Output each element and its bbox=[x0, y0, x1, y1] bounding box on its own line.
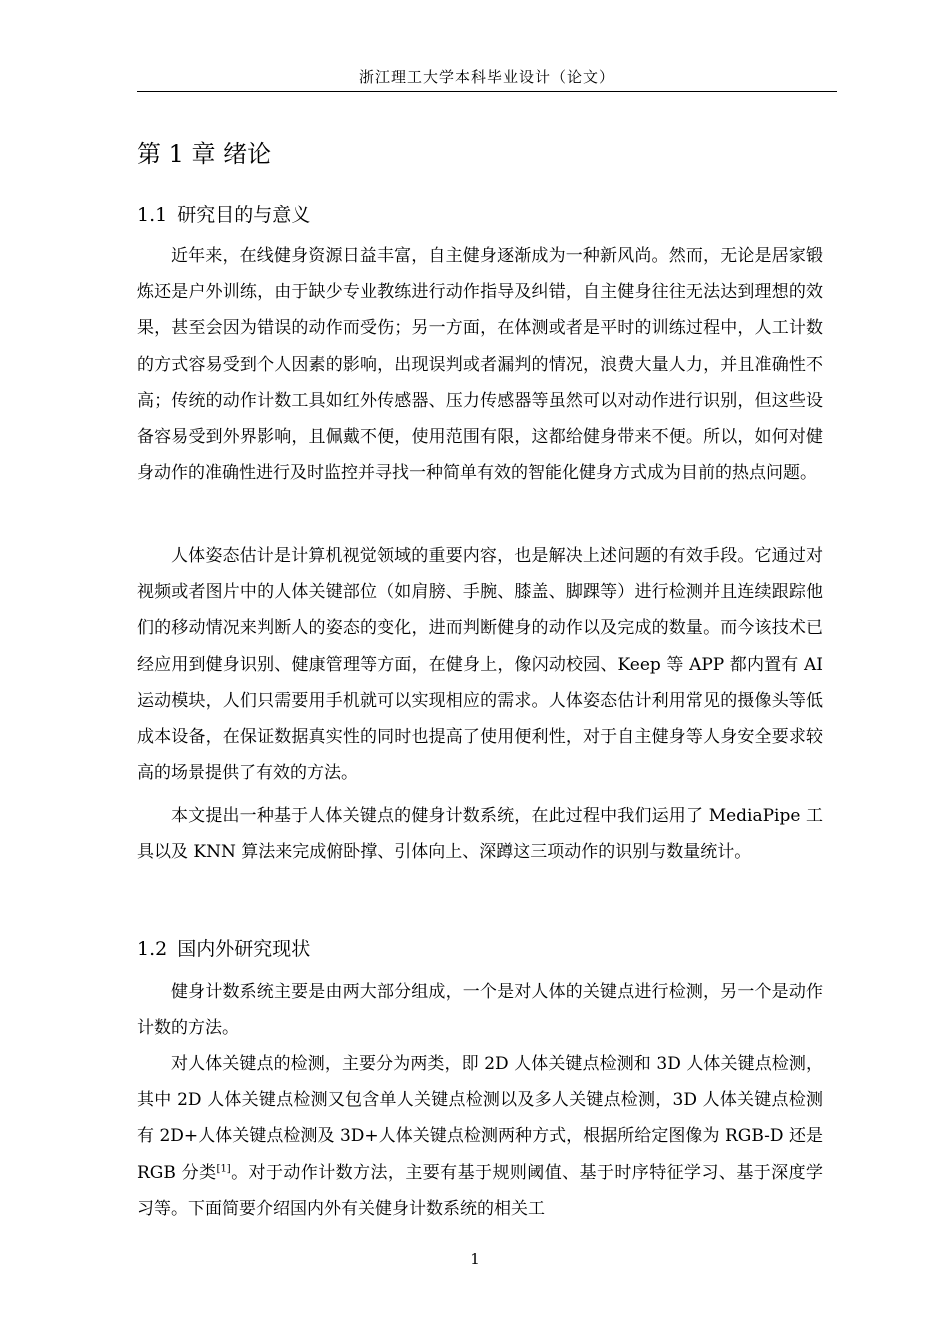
paragraph-5-text: 对人体关键点的检测，主要分为两类，即 2D 人体关键点检测和 3D 人体关键点检测，其中 2D 人体关键点检测又包含单人关键点检测以及多人关键点检测，3D 人体关键点检测有 2D+人体关键点检测及 3D+人体关键点检测两种方式，根据所给定图像为 RGB-D 还是 RGB 分类 bbox=[137, 1054, 823, 1183]
paragraph-4: 健身计数系统主要是由两大部分组成，一个是对人体的关键点进行检测，另一个是动作计数的方法。 bbox=[137, 982, 823, 1039]
section-number: 1.2 bbox=[137, 938, 168, 960]
paragraph-5-text-cont: 。对于动作计数方法，主要有基于规则阈值、基于时序特征学习、基于深度学习等。下面简要介绍国内外有关健身计数系统的相关工 bbox=[137, 1162, 824, 1219]
running-header: 浙江理工大学本科毕业设计（论文） bbox=[358, 68, 615, 86]
section-heading-1-2 bbox=[137, 934, 310, 961]
paragraph-1: 近年来，在线健身资源日益丰富，自主健身逐渐成为一种新风尚。然而，无论是居家锻炼还是户外训练，由于缺少专业教练进行动作指导及纠错，自主健身往往无法达到理想的效果，甚至会因为错误的动作而受伤；另一方面，在体测或者是平时的训练过程中，人工计数的方式容易受到个人因素的影响，出现误判或者漏判的情况，浪费大量人力，并且准确性不高；传统的动作计数工具如红外传感器、压力传感器等虽然可以对动作进行识别，但这些设备容易受到外界影响，且佩戴不便，使用范围有限，这都给健身带来不便。所以，如何对健身动作的准确性进行及时监控并寻找一种简单有效的智能化健身方式成为目前的热点问题。 bbox=[137, 246, 823, 484]
citation-ref: [1] bbox=[216, 1162, 231, 1174]
section-number: 1.1 bbox=[137, 204, 168, 226]
chapter-title: 第 1 章 绪论 bbox=[137, 140, 272, 168]
section-title: 国内外研究现状 bbox=[177, 938, 311, 960]
paragraph-5 bbox=[137, 1046, 823, 1227]
section-title: 研究目的与意义 bbox=[177, 204, 311, 226]
section-heading-1-1 bbox=[137, 200, 310, 227]
page-number: 1 bbox=[470, 1250, 480, 1268]
paragraph-3: 本文提出一种基于人体关键点的健身计数系统，在此过程中我们运用了 MediaPipe 工具以及 KNN 算法来完成俯卧撑、引体向上、深蹲这三项动作的识别与数量统计。 bbox=[137, 806, 823, 863]
paragraph-2: 人体姿态估计是计算机视觉领域的重要内容，也是解决上述问题的有效手段。它通过对视频或者图片中的人体关键部位（如肩膀、手腕、膝盖、脚踝等）进行检测并且连续跟踪他们的移动情况来判断人的姿态的变化，进而判断健身的动作以及完成的数量。而今该技术已经应用到健身识别、健康管理等方面，在健身上，像闪动校园、Keep 等 APP 都内置有 AI 运动模块，人们只需要用手机就可以实现相应的需求。人体姿态估计利用常见的摄像头等低成本设备，在保证数据真实性的同时也提高了使用便利性，对于自主健身等人身安全要求较高的场景提供了有效的方法。 bbox=[137, 546, 823, 784]
header-rule bbox=[137, 91, 837, 92]
